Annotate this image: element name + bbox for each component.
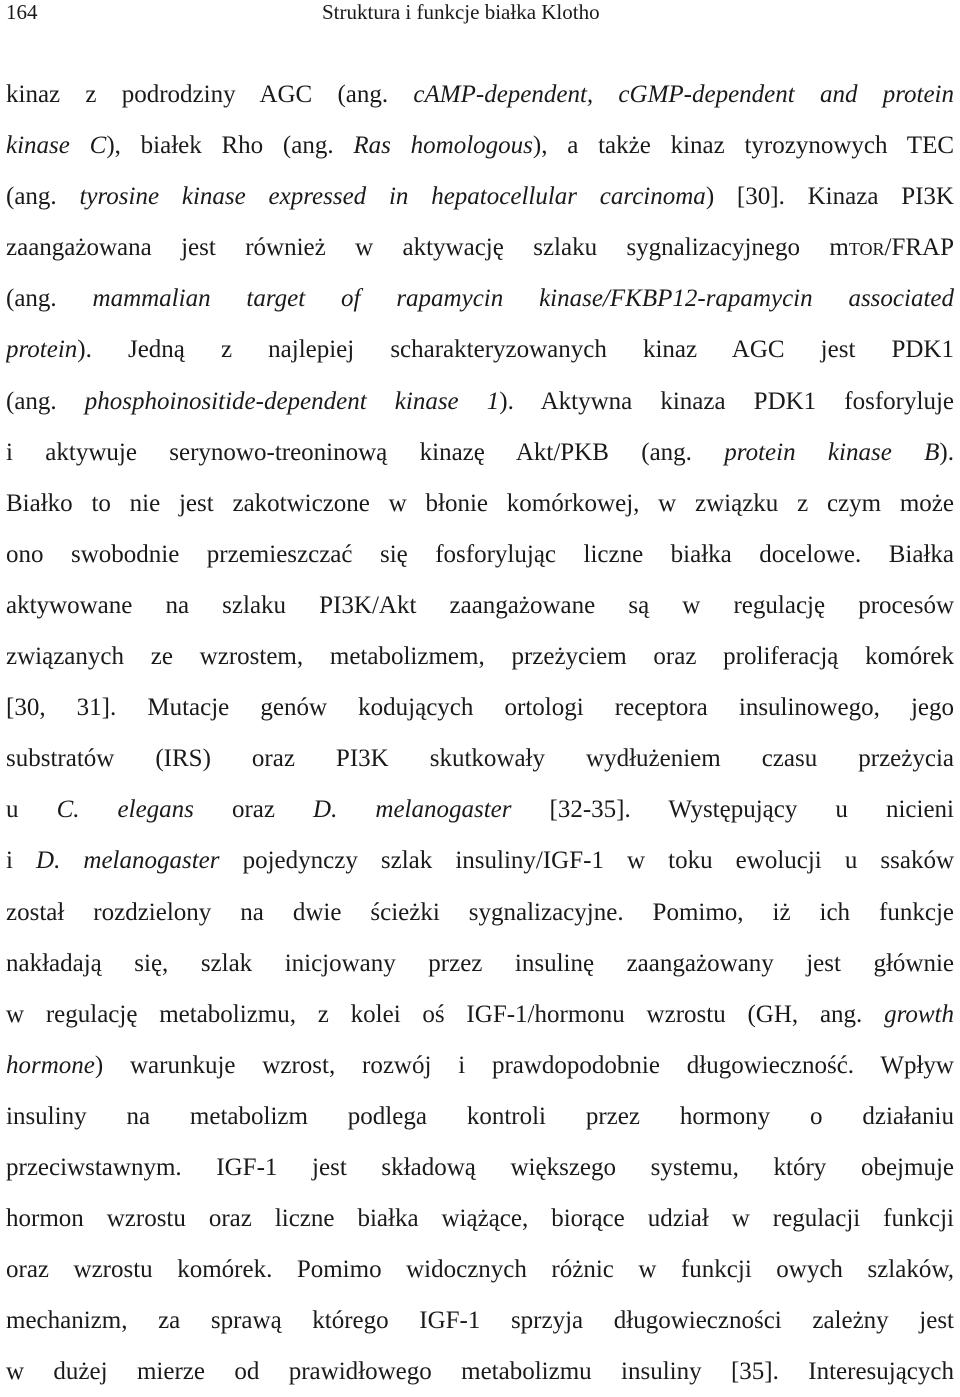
italic-term: kinase C: [6, 132, 107, 160]
text-segment: (ang.: [6, 387, 85, 415]
text-segment: [30, 31]. Mutacje genów kodujących ortologi receptora insulinowego, jego: [6, 694, 954, 722]
text-segment: oraz: [193, 796, 314, 824]
text-line: [6, 938, 954, 989]
italic-term: D. melanogaster: [313, 796, 512, 824]
text-segment: aktywowane na szlaku PI3K/Akt zaangażowane są w regulację procesów: [6, 591, 954, 619]
text-line: [6, 631, 954, 682]
text-line: [6, 427, 954, 478]
text-segment: nakładają się, szlak inicjowany przez insulinę zaangażowany jest głównie: [6, 949, 954, 977]
text-segment: /FRAP: [884, 234, 954, 262]
italic-term: D. melanogaster: [36, 847, 220, 875]
text-line: [6, 989, 954, 1040]
running-title: Struktura i funkcje białka Klotho: [322, 0, 600, 24]
text-line: [6, 1346, 954, 1397]
text-segment: w dużej mierze od prawidłowego metabolizmu insuliny [35]. Interesujących: [6, 1358, 954, 1386]
text-segment: insuliny na metabolizm podlega kontroli przez hormony o działaniu: [6, 1102, 954, 1130]
body-paragraph: [6, 69, 954, 1397]
text-segment: został rozdzielony na dwie ścieżki sygnalizacyjne. Pomimo, iż ich funkcje: [6, 898, 954, 926]
italic-term: c: [413, 81, 425, 108]
text-line: [6, 1091, 954, 1142]
document-page: [6, 0, 954, 1386]
page-number: 164: [6, 0, 38, 24]
italic-term: protein: [6, 336, 78, 364]
text-segment: (ang.: [6, 183, 80, 211]
text-line: [6, 529, 954, 580]
text-segment: i aktywuje serynowo-treoninową kinazę Akt/PKB (ang.: [6, 438, 725, 466]
text-segment: ), a także kinaz tyrozynowych TEC: [532, 132, 954, 160]
text-line: [6, 324, 954, 375]
text-line: [6, 733, 954, 784]
text-segment: u: [6, 796, 57, 824]
text-segment: przeciwstawnym. IGF-1 jest składową większego systemu, który obejmuje: [6, 1153, 954, 1181]
text-segment: Białko to nie jest zakotwiczone w błonie komórkowej, w związku z czym może: [6, 489, 954, 517]
italic-term: AMP-dependent, c: [424, 81, 630, 108]
text-line: [6, 887, 954, 938]
italic-term: Ras homologous: [353, 132, 533, 160]
text-line: [6, 835, 954, 886]
text-line: [6, 580, 954, 631]
text-line: [6, 171, 954, 222]
text-segment: ).: [939, 438, 954, 466]
text-segment: substratów (IRS) oraz PI3K skutkowały wydłużeniem czasu przeżycia: [6, 745, 954, 773]
text-line: [6, 120, 954, 171]
text-segment: zaangażowana jest również w aktywację szlaku sygnalizacyjnego m: [6, 234, 849, 262]
text-segment: mechanizm, za sprawą którego IGF-1 sprzyja długowieczności zależny jest: [6, 1307, 954, 1335]
italic-term: GMP-dependent and protein: [629, 81, 954, 108]
italic-term: growth: [884, 1000, 954, 1028]
italic-term: tyrosine kinase expressed in hepatocellular carcinoma: [79, 183, 706, 211]
text-line: [6, 478, 954, 529]
text-segment: ) warunkuje wzrost, rozwój i prawdopodobnie długowieczność. Wpływ: [94, 1051, 954, 1079]
text-segment: ono swobodnie przemieszczać się fosforylując liczne białka docelowe. Białka: [6, 540, 954, 568]
text-line: [6, 784, 954, 835]
text-line: [6, 1193, 954, 1244]
text-segment: związanych ze wzrostem, metabolizmem, przeżyciem oraz proliferacją komórek: [6, 643, 954, 671]
text-line: [6, 1040, 954, 1091]
italic-term: mammalian target of rapamycin kinase/FKBP12-rapamycin associated: [92, 285, 954, 313]
text-segment: [32-35]. Występujący u nicieni: [511, 796, 954, 824]
text-line: [6, 682, 954, 733]
text-segment: (ang.: [6, 285, 93, 313]
italic-term: phosphoinositide-dependent kinase 1: [84, 387, 500, 415]
italic-term: hormone: [6, 1051, 95, 1079]
text-line: [6, 1295, 954, 1346]
text-line: [6, 1244, 954, 1295]
text-line: [6, 376, 954, 427]
text-line: [6, 69, 954, 120]
text-line: [6, 273, 954, 324]
running-header: [6, 0, 954, 34]
text-segment: ). Jedną z najlepiej scharakteryzowanych kinaz AGC jest PDK1: [77, 336, 954, 364]
text-segment: i: [6, 847, 37, 875]
text-segment: kinaz z podrodziny AGC (ang.: [6, 81, 414, 108]
text-segment: hormon wzrostu oraz liczne białka wiążące, biorące udział w regulacji funkcji: [6, 1205, 954, 1233]
text-line: [6, 222, 954, 273]
small-caps-term: tor: [848, 234, 885, 262]
text-line: [6, 1142, 954, 1193]
text-segment: ), białek Rho (ang.: [106, 132, 354, 160]
text-segment: ). Aktywna kinaza PDK1 fosforyluje: [499, 387, 954, 415]
text-segment: w regulację metabolizmu, z kolei oś IGF-1/hormonu wzrostu (GH, ang.: [6, 1000, 885, 1028]
text-segment: ) [30]. Kinaza PI3K: [705, 183, 954, 211]
text-segment: oraz wzrostu komórek. Pomimo widocznych różnic w funkcji owych szlaków,: [6, 1256, 954, 1284]
italic-term: protein kinase B: [724, 438, 940, 466]
text-segment: pojedynczy szlak insuliny/IGF-1 w toku ewolucji u ssaków: [219, 847, 954, 875]
italic-term: C. elegans: [56, 796, 194, 824]
